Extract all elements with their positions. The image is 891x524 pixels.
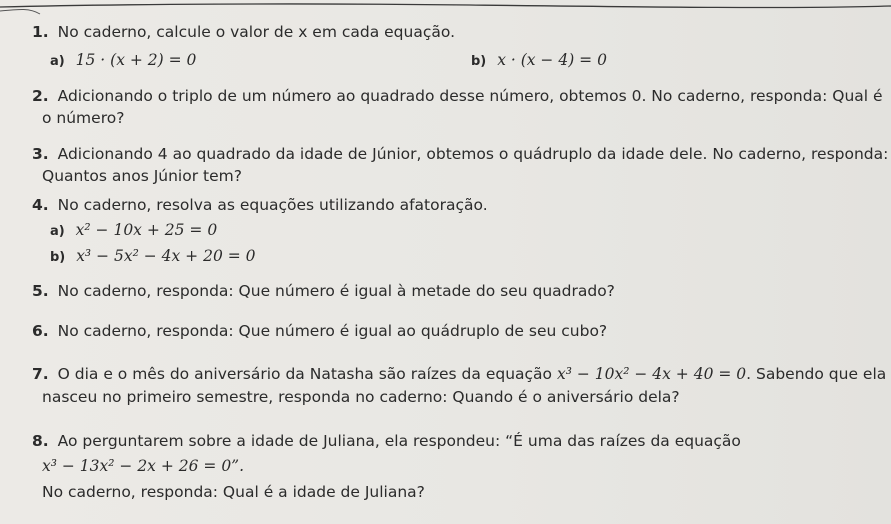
equation: x³ − 5x² − 4x + 20 = 0 <box>76 247 256 265</box>
question-3-continued <box>42 166 242 186</box>
item-label: b) <box>50 250 66 265</box>
question-1 <box>32 22 455 42</box>
question-text-line-2: nasceu no primeiro semestre, responda no caderno: Quando é o aniversário dela? <box>42 388 680 406</box>
equation: 15 · (x + 2) = 0 <box>75 51 197 69</box>
question-text-line-1-end: . Sabendo que ela <box>746 365 887 383</box>
question-text: No caderno, responda: Que número é igual à metade do seu quadrado? <box>57 282 615 300</box>
equation: x · (x − 4) = 0 <box>497 51 607 69</box>
question-4b <box>50 246 256 268</box>
question-8-equation <box>42 456 244 476</box>
question-1a <box>50 50 196 72</box>
question-number: 6. <box>32 322 49 340</box>
equation: x³ − 13x² − 2x + 26 = 0”. <box>42 457 245 475</box>
question-number: 5. <box>32 282 49 300</box>
question-text-line-2: Quantos anos Júnior tem? <box>42 167 242 185</box>
item-label: a) <box>50 54 65 69</box>
question-1b <box>471 50 607 72</box>
question-number: 1. <box>32 23 49 41</box>
question-text-line-1: Adicionando 4 ao quadrado da idade de Júnior, obtemos o quádruplo da idade dele. No caderno, responda: <box>57 145 889 163</box>
question-2 <box>32 86 883 106</box>
question-number: 8. <box>32 432 49 450</box>
question-text: No caderno, resolva as equações utilizando afatoração. <box>57 196 488 214</box>
question-number: 7. <box>32 365 49 383</box>
question-text-line-2: o número? <box>42 109 125 127</box>
question-number: 2. <box>32 87 49 105</box>
question-2-continued <box>42 108 124 128</box>
question-text: No caderno, calcule o valor de x em cada equação. <box>57 23 456 41</box>
question-7 <box>32 364 886 384</box>
page-top-curve <box>0 0 891 20</box>
question-number: 4. <box>32 196 49 214</box>
question-4 <box>32 195 488 215</box>
equation: x² − 10x + 25 = 0 <box>75 221 218 239</box>
question-text-line-1: O dia e o mês do aniversário da Natasha são raízes da equação <box>57 365 553 383</box>
question-text-line-3: No caderno, responda: Qual é a idade de Juliana? <box>42 483 425 501</box>
question-text: No caderno, responda: Que número é igual ao quádruplo de seu cubo? <box>57 322 608 340</box>
question-8 <box>32 431 741 451</box>
question-8-continued <box>42 482 425 502</box>
question-3 <box>32 144 888 164</box>
question-number: 3. <box>32 145 49 163</box>
question-6 <box>32 321 607 341</box>
question-text-line-1: Ao perguntarem sobre a idade de Juliana, ela respondeu: “É uma das raízes da equação <box>57 432 741 450</box>
question-4a <box>50 220 217 242</box>
item-label: a) <box>50 224 65 239</box>
question-7-continued <box>42 387 680 407</box>
question-text-line-1: Adicionando o triplo de um número ao quadrado desse número, obtemos 0. No caderno, responda: Qual é <box>57 87 883 105</box>
equation: x³ − 10x² − 4x + 40 = 0 <box>556 365 747 383</box>
question-5 <box>32 281 615 301</box>
item-label: b) <box>471 54 487 69</box>
